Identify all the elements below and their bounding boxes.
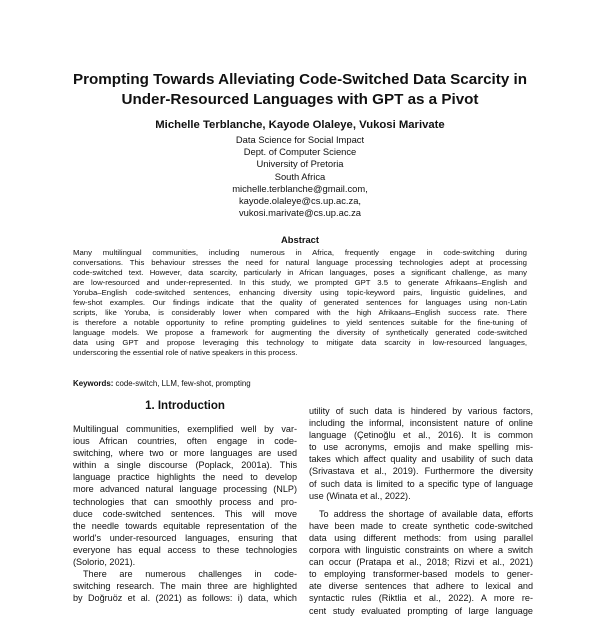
abstract-heading: Abstract: [280, 234, 320, 245]
paper-title: [40, 70, 560, 110]
abstract-line: scripts, like Yoruba, is considerably lower when compared with the high Afrikaans–English success rate. There: [73, 307, 527, 317]
body-line: everyone has equal access to these technologies: [73, 544, 297, 555]
affiliation-line: Dept. of Computer Science: [243, 146, 357, 158]
body-line: To address the shortage of available data, efforts: [319, 508, 533, 519]
abstract-line: are low-resourced and under-represented. In this study, we prompted GPT 3.5 to generate Afrikaans–English and: [73, 277, 527, 287]
abstract-line: is therefore a notable opportunity to refine prompting guidelines to yield sentences suitable for the fine-tuning of: [73, 317, 527, 327]
body-line: duce code-switched sentences. This will move: [73, 508, 297, 519]
abstract-line: language models. We propose a framework for augmenting the diversity of synthetically generated code-switched: [73, 327, 527, 337]
body-line: syntactic rules (Riktlia et al., 2022). A more re-: [309, 593, 533, 604]
body-line: ate diverse sentences that adhere to lexical and: [309, 581, 533, 592]
abstract-body: [73, 248, 527, 357]
abstract-line: data using GPT and propose leveraging this technology to mitigate data scarcity in low-resourced languages,: [73, 337, 527, 347]
body-line: of such data is limited to a specific type of language: [309, 478, 533, 489]
body-line: by Doğruöz et al. (2021) as follows: i) data, which: [73, 593, 297, 604]
body-line: takes which affect quality and usability of such data: [309, 454, 533, 465]
abstract-line: few-shot examples. Our findings indicate that the quality of generated sentences for languages using non-Latin: [73, 297, 527, 307]
body-line: cent study evaluated prompting of large language: [309, 605, 533, 616]
abstract-line: Many multilingual communities, including numerous in Africa, frequently engage in code-switching during: [73, 248, 527, 257]
affiliation-line: Data Science for Social Impact: [235, 134, 365, 145]
body-line: have been made to create synthetic code-switched: [309, 520, 533, 531]
abstract-line: Yoruba–English code-switched sentences, enhancing diversity using topic-keyword pairs, linguistic guidelines, and: [73, 287, 527, 297]
body-line: switching, where two or more languages are used: [73, 448, 297, 459]
left-column: [73, 423, 297, 604]
email-line: vukosi.marivate@cs.up.ac.za: [238, 207, 362, 219]
affiliation-block: [40, 134, 560, 219]
abstract-line: code-switched text. However, data scarcity, particularly in African languages, poses a significant challenge, as many: [73, 267, 527, 277]
body-line: switching research. The main three are highlighted: [73, 581, 297, 592]
right-column: [309, 405, 533, 617]
title-line: Prompting Towards Alleviating Code-Switched Data Scarcity in: [72, 71, 527, 88]
keywords-label: Keywords:: [73, 379, 114, 388]
body-line: Multilingual communities, exemplified well by var-: [73, 424, 297, 434]
author-list: Michelle Terblanche, Kayode Olaleye, Vukosi Marivate: [155, 119, 445, 131]
keywords: [73, 379, 251, 389]
body-line: language (Çetinoğlu et al., 2016). It is common: [309, 430, 533, 441]
body-line: ious African countries, often engage in code-: [73, 436, 297, 447]
body-line: to use acronyms, emojis and make spelling mis-: [309, 442, 533, 453]
body-line: world's under-resourced languages, ensuring that: [73, 532, 297, 543]
body-line: more advanced natural language processing (NLP): [73, 484, 297, 495]
body-line: There are numerous challenges in code-: [83, 569, 297, 580]
body-line: utility of such data is hindered by various factors,: [309, 406, 533, 416]
body-line: to employing transformer-based models to gener-: [309, 569, 533, 580]
affiliation-line: South Africa: [274, 170, 326, 182]
title-line: Under-Resourced Languages with GPT as a Pivot: [121, 91, 479, 108]
body-line: (Srivastava et al., 2019). Furthermore the diversity: [309, 466, 533, 477]
body-line: (Solorio, 2021).: [73, 557, 136, 568]
section-heading-introduction: 1. Introduction: [145, 400, 225, 412]
body-line: data using different methods: from using parallel: [309, 532, 533, 543]
body-line: corpora with linguistic constraints on where a switch: [309, 545, 533, 556]
abstract-line: underscoring the essential role of native speakers in this process.: [73, 347, 298, 357]
body-line: language practice highlights the need to develop: [73, 472, 297, 483]
affiliation-line: University of Pretoria: [256, 158, 344, 170]
body-line: including the informal, inconsistent nature of online: [309, 418, 533, 429]
body-line: can occur (Pratapa et al., 2018; Rizvi et al., 2021): [309, 557, 533, 568]
email-line: michelle.terblanche@gmail.com,: [232, 182, 368, 194]
body-line: use (Winata et al., 2022).: [309, 490, 411, 501]
abstract-line: conversations. This behaviour stresses the need for natural language processing technologies adept at processing: [73, 257, 527, 267]
body-line: within a single discourse (Poplack, 2001a). This: [73, 460, 297, 471]
keywords-text: code-switch, LLM, few-shot, prompting: [115, 379, 251, 388]
email-line: kayode.olaleye@cs.up.ac.za,: [238, 195, 362, 207]
body-line: the needle towards equitable representation of the: [73, 520, 297, 531]
body-line: technologies that can smoothly process and pro-: [73, 496, 297, 507]
